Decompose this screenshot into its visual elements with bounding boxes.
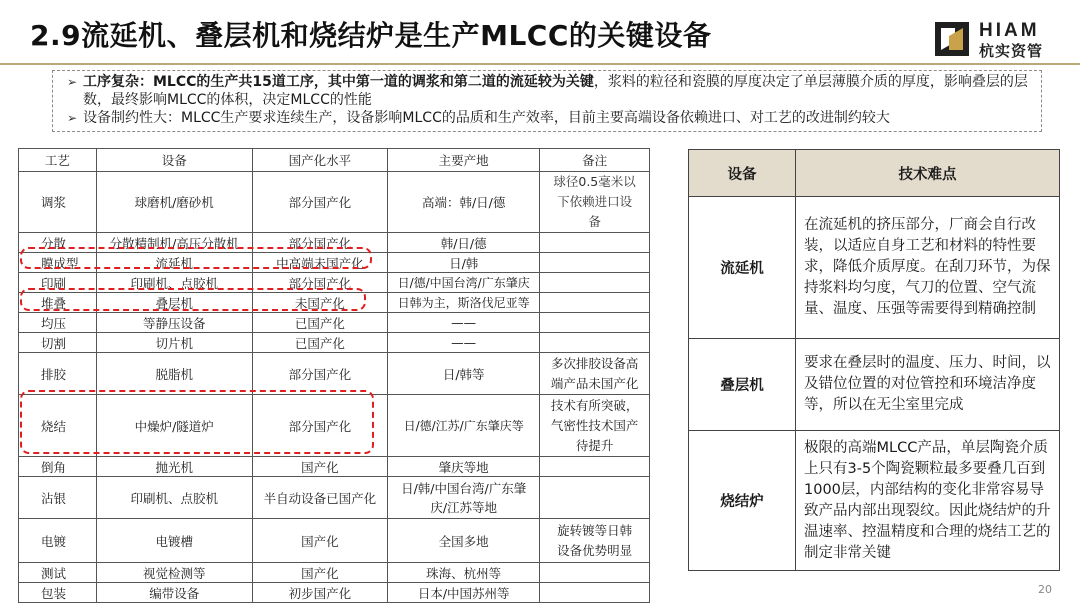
bullet-arrow-icon: ➢: [67, 111, 78, 125]
title-divider: [0, 63, 1080, 65]
cell-equipment: 球磨机/磨砂机: [96, 172, 252, 233]
cell-process: 烧结: [19, 395, 97, 457]
cell-origin: 日/德/中国台湾/广东肇庆: [388, 273, 540, 293]
cell-origin: 全国多地: [388, 519, 540, 563]
cell-localization: 半自动设备已国产化: [252, 477, 388, 519]
cell-process: 分散: [19, 233, 97, 253]
cell-origin: 日/韩/中国台湾/广东肇庆/江苏等地: [388, 477, 540, 519]
cell-origin: 日/德/江苏/广东肇庆等: [388, 395, 540, 457]
cell-note: [540, 293, 650, 313]
cell-equipment: 抛光机: [96, 457, 252, 477]
cell-localization: 部分国产化: [252, 395, 388, 457]
cell-origin: 珠海、杭州等: [388, 563, 540, 583]
cell-origin: 日/韩: [388, 253, 540, 273]
table-row: [19, 233, 650, 253]
table-header-row: [689, 150, 1060, 197]
table-row: [19, 583, 650, 603]
cell-note: 多次排胶设备高端产品未国产化: [540, 353, 650, 395]
column-header: 技术难点: [796, 150, 1060, 197]
cell-note: [540, 233, 650, 253]
column-header: 设备: [689, 150, 796, 197]
cell-equipment: 编带设备: [96, 583, 252, 603]
cell-localization: 未国产化: [252, 293, 388, 313]
column-header: 国产化水平: [252, 149, 388, 172]
cell-origin: 日韩为主，斯洛伐尼亚等: [388, 293, 540, 313]
hiam-logo-icon: [935, 22, 969, 56]
cell-origin: 韩/日/德: [388, 233, 540, 253]
cell-localization: 部分国产化: [252, 233, 388, 253]
table-row: [689, 197, 1060, 339]
cell-localization: 国产化: [252, 519, 388, 563]
table-row: [19, 563, 650, 583]
table-row: [19, 395, 650, 457]
cell-localization: 国产化: [252, 563, 388, 583]
cell-origin: 日/韩等: [388, 353, 540, 395]
summary-point-1-text: ，浆料的粒径和瓷膜的厚度决定了单层薄膜介质的厚度，影响叠层的层数，最终影响MLCC的体积，决定MLCC的性能: [83, 74, 1028, 108]
process-equipment-table: [18, 148, 650, 603]
table-row: [19, 353, 650, 395]
table-header-row: [19, 149, 650, 172]
technical-difficulty-table: [688, 149, 1060, 571]
cell-equipment: 叠层机: [96, 293, 252, 313]
summary-point-1: [67, 73, 1033, 109]
cell-equipment: 印刷机、点胶机: [96, 477, 252, 519]
cell-origin: ——: [388, 313, 540, 333]
table-row: [689, 339, 1060, 431]
table-row: [19, 293, 650, 313]
column-header: 备注: [540, 149, 650, 172]
table-row: [19, 477, 650, 519]
cell-equipment: 视觉检测等: [96, 563, 252, 583]
table-row: [689, 431, 1060, 571]
cell-origin: 日本/中国苏州等: [388, 583, 540, 603]
cell-note: [540, 313, 650, 333]
cell-equipment: 等静压设备: [96, 313, 252, 333]
summary-box: [52, 70, 1042, 132]
cell-process: 切割: [19, 333, 97, 353]
cell-localization: 部分国产化: [252, 172, 388, 233]
cell-process: 沾银: [19, 477, 97, 519]
cell-localization: 部分国产化: [252, 273, 388, 293]
cell-origin: 高端：韩/日/德: [388, 172, 540, 233]
cell-equipment: 印刷机、点胶机: [96, 273, 252, 293]
cell-process: 印刷: [19, 273, 97, 293]
cell-equipment: 叠层机: [689, 339, 796, 431]
cell-note: [540, 477, 650, 519]
cell-equipment: 分散精制机/高压分散机: [96, 233, 252, 253]
cell-equipment: 脱脂机: [96, 353, 252, 395]
cell-note: 球径0.5毫米以下依赖进口设备: [540, 172, 650, 233]
cell-origin: ——: [388, 333, 540, 353]
cell-difficulty: 要求在叠层时的温度、压力、时间，以及错位位置的对位管控和环境洁净度等，所以在无尘室里完成: [796, 339, 1060, 431]
cell-process: 膜成型: [19, 253, 97, 273]
bullet-arrow-icon: ➢: [67, 75, 78, 89]
cell-process: 排胶: [19, 353, 97, 395]
cell-note: 技术有所突破，气密性技术国产待提升: [540, 395, 650, 457]
cell-process: 堆叠: [19, 293, 97, 313]
cell-note: [540, 253, 650, 273]
cell-process: 测试: [19, 563, 97, 583]
cell-localization: 已国产化: [252, 333, 388, 353]
cell-process: 调浆: [19, 172, 97, 233]
cell-process: 均压: [19, 313, 97, 333]
cell-origin: 肇庆等地: [388, 457, 540, 477]
cell-localization: 国产化: [252, 457, 388, 477]
table-row: [19, 313, 650, 333]
cell-equipment: 切片机: [96, 333, 252, 353]
cell-process: 电镀: [19, 519, 97, 563]
cell-equipment: 烧结炉: [689, 431, 796, 571]
cell-equipment: 中燥炉/隧道炉: [96, 395, 252, 457]
cell-difficulty: 在流延机的挤压部分，厂商会自行改装，以适应自身工艺和材料的特性要求，降低介质厚度。在刮刀环节，为保持浆料均匀度，气刀的位置、空气流量、温度、压强等需要得到精确控制: [796, 197, 1060, 339]
cell-localization: 部分国产化: [252, 353, 388, 395]
cell-difficulty: 极限的高端MLCC产品，单层陶瓷介质上只有3-5个陶瓷颗粒最多要叠几百到1000层，内部结构的变化非常容易导致产品内部出现裂纹。因此烧结炉的升温速率、控温精度和合理的烧结工艺的制定非常关键: [796, 431, 1060, 571]
cell-note: 旋转镀等日韩设备优势明显: [540, 519, 650, 563]
cell-process: 倒角: [19, 457, 97, 477]
cell-note: [540, 583, 650, 603]
column-header: 工艺: [19, 149, 97, 172]
page-title: 2.9流延机、叠层机和烧结炉是生产MLCC的关键设备: [30, 19, 712, 52]
cell-process: 包装: [19, 583, 97, 603]
cell-note: [540, 457, 650, 477]
cell-equipment: 流延机: [96, 253, 252, 273]
table-row: [19, 519, 650, 563]
cell-localization: 中高端未国产化: [252, 253, 388, 273]
company-logo: [935, 18, 1065, 58]
cell-localization: 已国产化: [252, 313, 388, 333]
table-row: [19, 457, 650, 477]
table-row: [19, 273, 650, 293]
table-row: [19, 172, 650, 233]
logo-text-en: HIAM: [979, 20, 1040, 41]
column-header: 设备: [96, 149, 252, 172]
cell-localization: 初步国产化: [252, 583, 388, 603]
cell-note: [540, 563, 650, 583]
cell-equipment: 电镀槽: [96, 519, 252, 563]
cell-note: [540, 333, 650, 353]
summary-point-1-bold: 工序复杂：MLCC的生产共15道工序，其中第一道的调浆和第二道的流延较为关键: [83, 74, 594, 90]
table-row: [19, 333, 650, 353]
summary-point-2: [67, 109, 1033, 127]
page-number: 20: [1038, 583, 1052, 596]
cell-equipment: 流延机: [689, 197, 796, 339]
summary-point-2-text: 设备制约性大：MLCC生产要求连续生产，设备影响MLCC的品质和生产效率，目前主要高端设备依赖进口、对工艺的改进制约较大: [83, 110, 890, 126]
logo-text-cn: 杭实资管: [979, 42, 1044, 60]
table-row: [19, 253, 650, 273]
column-header: 主要产地: [388, 149, 540, 172]
cell-note: [540, 273, 650, 293]
